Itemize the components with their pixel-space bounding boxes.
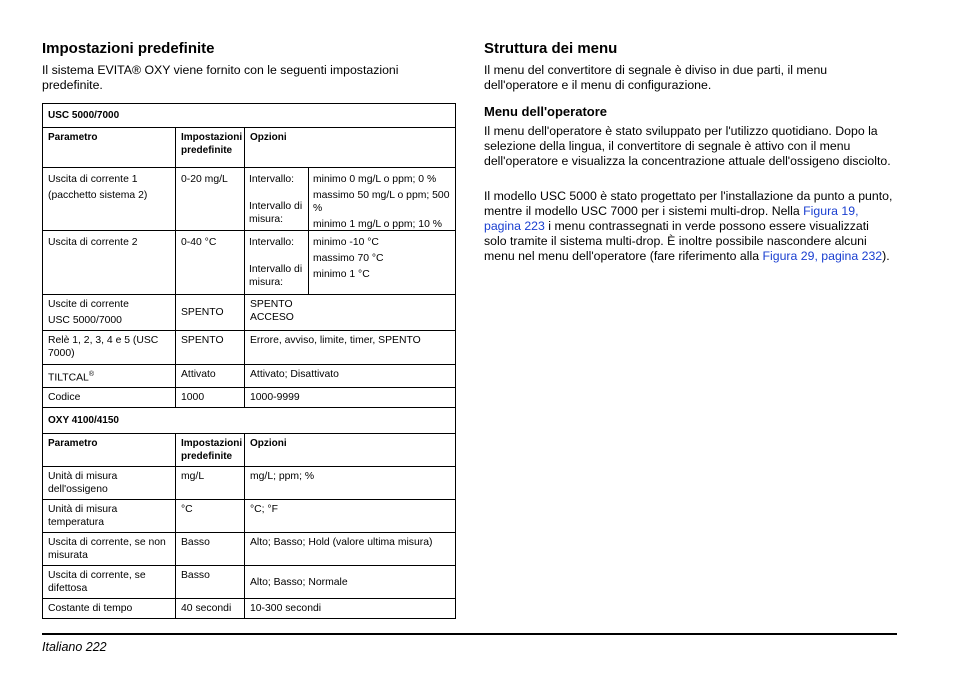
paragraph-text: Il modello USC 5000 è stato progettato per l'installazione da punto a punto, mentre il modello USC 7000 per i sistemi multi-drop. Nella — [484, 189, 893, 218]
table-row — [43, 566, 456, 599]
default-cell: mg/L — [176, 467, 245, 500]
column-header-options: Opzioni — [245, 434, 456, 467]
default-cell: Attivato — [176, 365, 245, 388]
table-row — [43, 331, 456, 365]
intro-text: Il sistema EVITA® OXY viene fornito con le seguenti impostazioni predefinite. — [42, 63, 399, 92]
figure-19-link[interactable]: Figura 19, pagina 223 — [484, 204, 859, 233]
registered-mark: ® — [88, 371, 94, 378]
page-footer: Italiano 222 — [42, 640, 107, 654]
section-title-menu-structure: Struttura dei menu — [484, 40, 618, 57]
option-value: minimo -10 °C — [313, 237, 379, 248]
param-cell: Unità di misura dell'ossigeno — [43, 467, 176, 500]
option-value: massimo 50 mg/L o ppm; 500 % — [313, 190, 450, 214]
default-cell: °C — [176, 500, 245, 533]
param-cell: Relè 1, 2, 3, 4 e 5 (USC 7000) — [43, 331, 176, 365]
param-cell: Uscita di corrente 1 — [48, 174, 138, 185]
option-value: massimo 70 °C — [313, 253, 384, 264]
default-cell: Basso — [176, 533, 245, 566]
table-section-usc: USC 5000/7000 — [43, 104, 456, 128]
table-row — [43, 500, 456, 533]
options-cell: Alto; Basso; Normale — [245, 566, 456, 599]
column-header-default: Impostazioni predefinite — [176, 434, 245, 467]
default-cell: 0-40 °C — [176, 231, 245, 295]
param-cell: Uscite di corrente — [48, 299, 129, 310]
subsection-title-operator-menu: Menu dell'operatore — [484, 104, 607, 119]
footer-rule — [42, 633, 897, 635]
option-value: minimo 1 °C — [313, 269, 370, 280]
column-header-default: Impostazioni predefinite — [176, 128, 245, 168]
option-value: minimo 1 mg/L o ppm; 10 % — [313, 219, 442, 230]
default-cell: 40 secondi — [176, 599, 245, 619]
table-section-oxy: OXY 4100/4150 — [43, 408, 456, 434]
default-cell: 0-20 mg/L — [176, 168, 245, 231]
table-row — [43, 231, 456, 295]
param-cell: Costante di tempo — [43, 599, 176, 619]
figure-29-link[interactable]: Figura 29, pagina 232 — [762, 249, 883, 263]
options-cell: Errore, avviso, limite, timer, SPENTO — [245, 331, 456, 365]
defaults-table — [42, 103, 456, 619]
option-label: Intervallo di misura: — [249, 201, 303, 225]
option-value: minimo 0 mg/L o ppm; 0 % — [313, 174, 437, 185]
default-cell: 1000 — [176, 388, 245, 408]
paragraph-text: i menu contrassegnati in verde possono essere visualizzati solo tramite il sistema multi-drop. È inoltre possibile nascondere alcuni menu nel menu dell'operatore (fare riferimento alla — [484, 219, 869, 263]
param-cell: Uscita di corrente, se non misurata — [43, 533, 176, 566]
options-cell: 10-300 secondi — [245, 599, 456, 619]
table-row — [43, 388, 456, 408]
options-cell: Attivato; Disattivato — [245, 365, 456, 388]
default-cell: SPENTO — [176, 331, 245, 365]
column-header-options: Opzioni — [245, 128, 456, 168]
param-cell: Uscita di corrente, se difettosa — [43, 566, 176, 599]
section-title-defaults: Impostazioni predefinite — [42, 40, 215, 57]
models-paragraph — [484, 189, 894, 264]
options-cell: mg/L; ppm; % — [245, 467, 456, 500]
default-cell: Basso — [176, 566, 245, 599]
option-label: Intervallo: — [249, 174, 295, 185]
param-cell: Unità di misura temperatura — [43, 500, 176, 533]
column-header-parameter: Parametro — [43, 434, 176, 467]
param-cell: USC 5000/7000 — [48, 315, 122, 326]
option-label: Intervallo di misura: — [249, 264, 303, 288]
options-cell: 1000-9999 — [245, 388, 456, 408]
default-cell: SPENTO — [176, 295, 245, 331]
paragraph-text: ). — [882, 249, 890, 263]
param-cell: Uscita di corrente 2 — [43, 231, 176, 295]
option-value: SPENTO — [250, 299, 293, 310]
param-cell: Codice — [43, 388, 176, 408]
param-cell: TILTCAL — [48, 372, 89, 384]
options-cell: °C; °F — [245, 500, 456, 533]
menu-intro-text: Il menu del convertitore di segnale è diviso in due parti, il menu dell'operatore e il menu di configurazione. — [484, 63, 828, 92]
param-cell: (pacchetto sistema 2) — [48, 190, 148, 201]
table-row — [43, 168, 456, 231]
table-row — [43, 467, 456, 500]
option-value: ACCESO — [250, 312, 294, 323]
option-label: Intervallo: — [249, 237, 295, 248]
table-row — [43, 295, 456, 331]
operator-menu-paragraph: Il menu dell'operatore è stato sviluppato per l'utilizzo quotidiano. Dopo la selezione della lingua, il convertitore di segnale è attivo con il menu dell'operatore e visualizza la concentrazione attuale dell'ossigeno disciolto. — [484, 124, 891, 168]
table-row — [43, 533, 456, 566]
table-row — [43, 365, 456, 388]
options-cell: Alto; Basso; Hold (valore ultima misura) — [245, 533, 456, 566]
table-row — [43, 599, 456, 619]
column-header-parameter: Parametro — [43, 128, 176, 168]
